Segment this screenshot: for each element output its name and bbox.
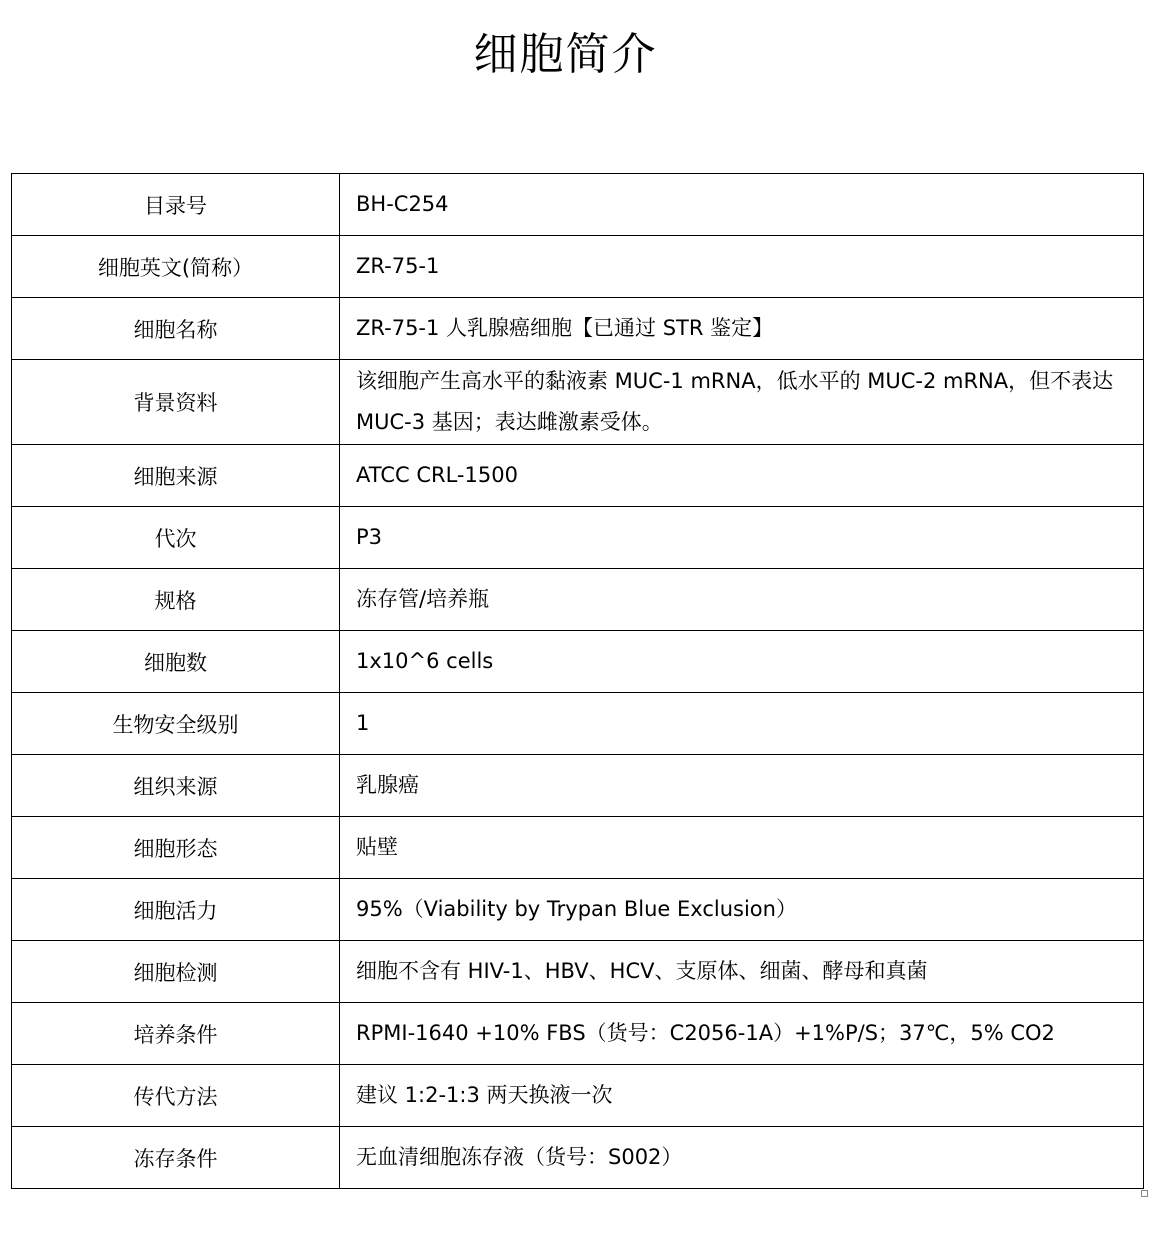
table-row <box>12 631 1144 693</box>
row-label: 生物安全级别 <box>12 693 340 755</box>
table-row <box>12 507 1144 569</box>
row-label: 背景资料 <box>12 360 340 445</box>
row-value: 乳腺癌 <box>340 755 1144 817</box>
row-value: 无血清细胞冻存液（货号：S002） <box>340 1127 1144 1189</box>
table-row <box>12 174 1144 236</box>
cell-info-table <box>11 173 1144 1189</box>
row-label: 冻存条件 <box>12 1127 340 1189</box>
row-value: P3 <box>340 507 1144 569</box>
table-row <box>12 817 1144 879</box>
table-row <box>12 1003 1144 1065</box>
row-value: 1 <box>340 693 1144 755</box>
row-value: 1x10^6 cells <box>340 631 1144 693</box>
row-label: 代次 <box>12 507 340 569</box>
table-row <box>12 693 1144 755</box>
table-row <box>12 879 1144 941</box>
table-row <box>12 941 1144 1003</box>
table-row <box>12 236 1144 298</box>
row-label: 细胞名称 <box>12 298 340 360</box>
row-value: 95%（Viability by Trypan Blue Exclusion） <box>340 879 1144 941</box>
row-value: BH-C254 <box>340 174 1144 236</box>
row-value: RPMI-1640 +10% FBS（货号：C2056-1A）+1%P/S；37℃，5% CO2 <box>340 1003 1144 1065</box>
row-value: 贴壁 <box>340 817 1144 879</box>
row-value: ZR-75-1 <box>340 236 1144 298</box>
table-row <box>12 445 1144 507</box>
table-row <box>12 360 1144 445</box>
row-label: 细胞检测 <box>12 941 340 1003</box>
row-value: ATCC CRL-1500 <box>340 445 1144 507</box>
row-value: 细胞不含有 HIV-1、HBV、HCV、支原体、细菌、酵母和真菌 <box>340 941 1144 1003</box>
row-label: 目录号 <box>12 174 340 236</box>
row-label: 组织来源 <box>12 755 340 817</box>
table-row <box>12 569 1144 631</box>
row-value: 建议 1:2-1:3 两天换液一次 <box>340 1065 1144 1127</box>
table-row <box>12 755 1144 817</box>
page-title: 细胞简介 <box>473 29 658 80</box>
row-value: 该细胞产生高水平的黏液素 MUC-1 mRNA，低水平的 MUC-2 mRNA，但不表达 MUC-3 基因；表达雌激素受体。 <box>340 360 1144 445</box>
row-label: 细胞来源 <box>12 445 340 507</box>
row-label: 细胞形态 <box>12 817 340 879</box>
row-value: ZR-75-1 人乳腺癌细胞【已通过 STR 鉴定】 <box>340 298 1144 360</box>
table-row <box>12 1065 1144 1127</box>
row-label: 细胞活力 <box>12 879 340 941</box>
table-row <box>12 1127 1144 1189</box>
table-row <box>12 298 1144 360</box>
row-label: 细胞英文(简称） <box>12 236 340 298</box>
row-value: 冻存管/培养瓶 <box>340 569 1144 631</box>
table-resize-handle <box>1141 1190 1148 1197</box>
row-label: 培养条件 <box>12 1003 340 1065</box>
row-label: 细胞数 <box>12 631 340 693</box>
row-label: 规格 <box>12 569 340 631</box>
row-label: 传代方法 <box>12 1065 340 1127</box>
